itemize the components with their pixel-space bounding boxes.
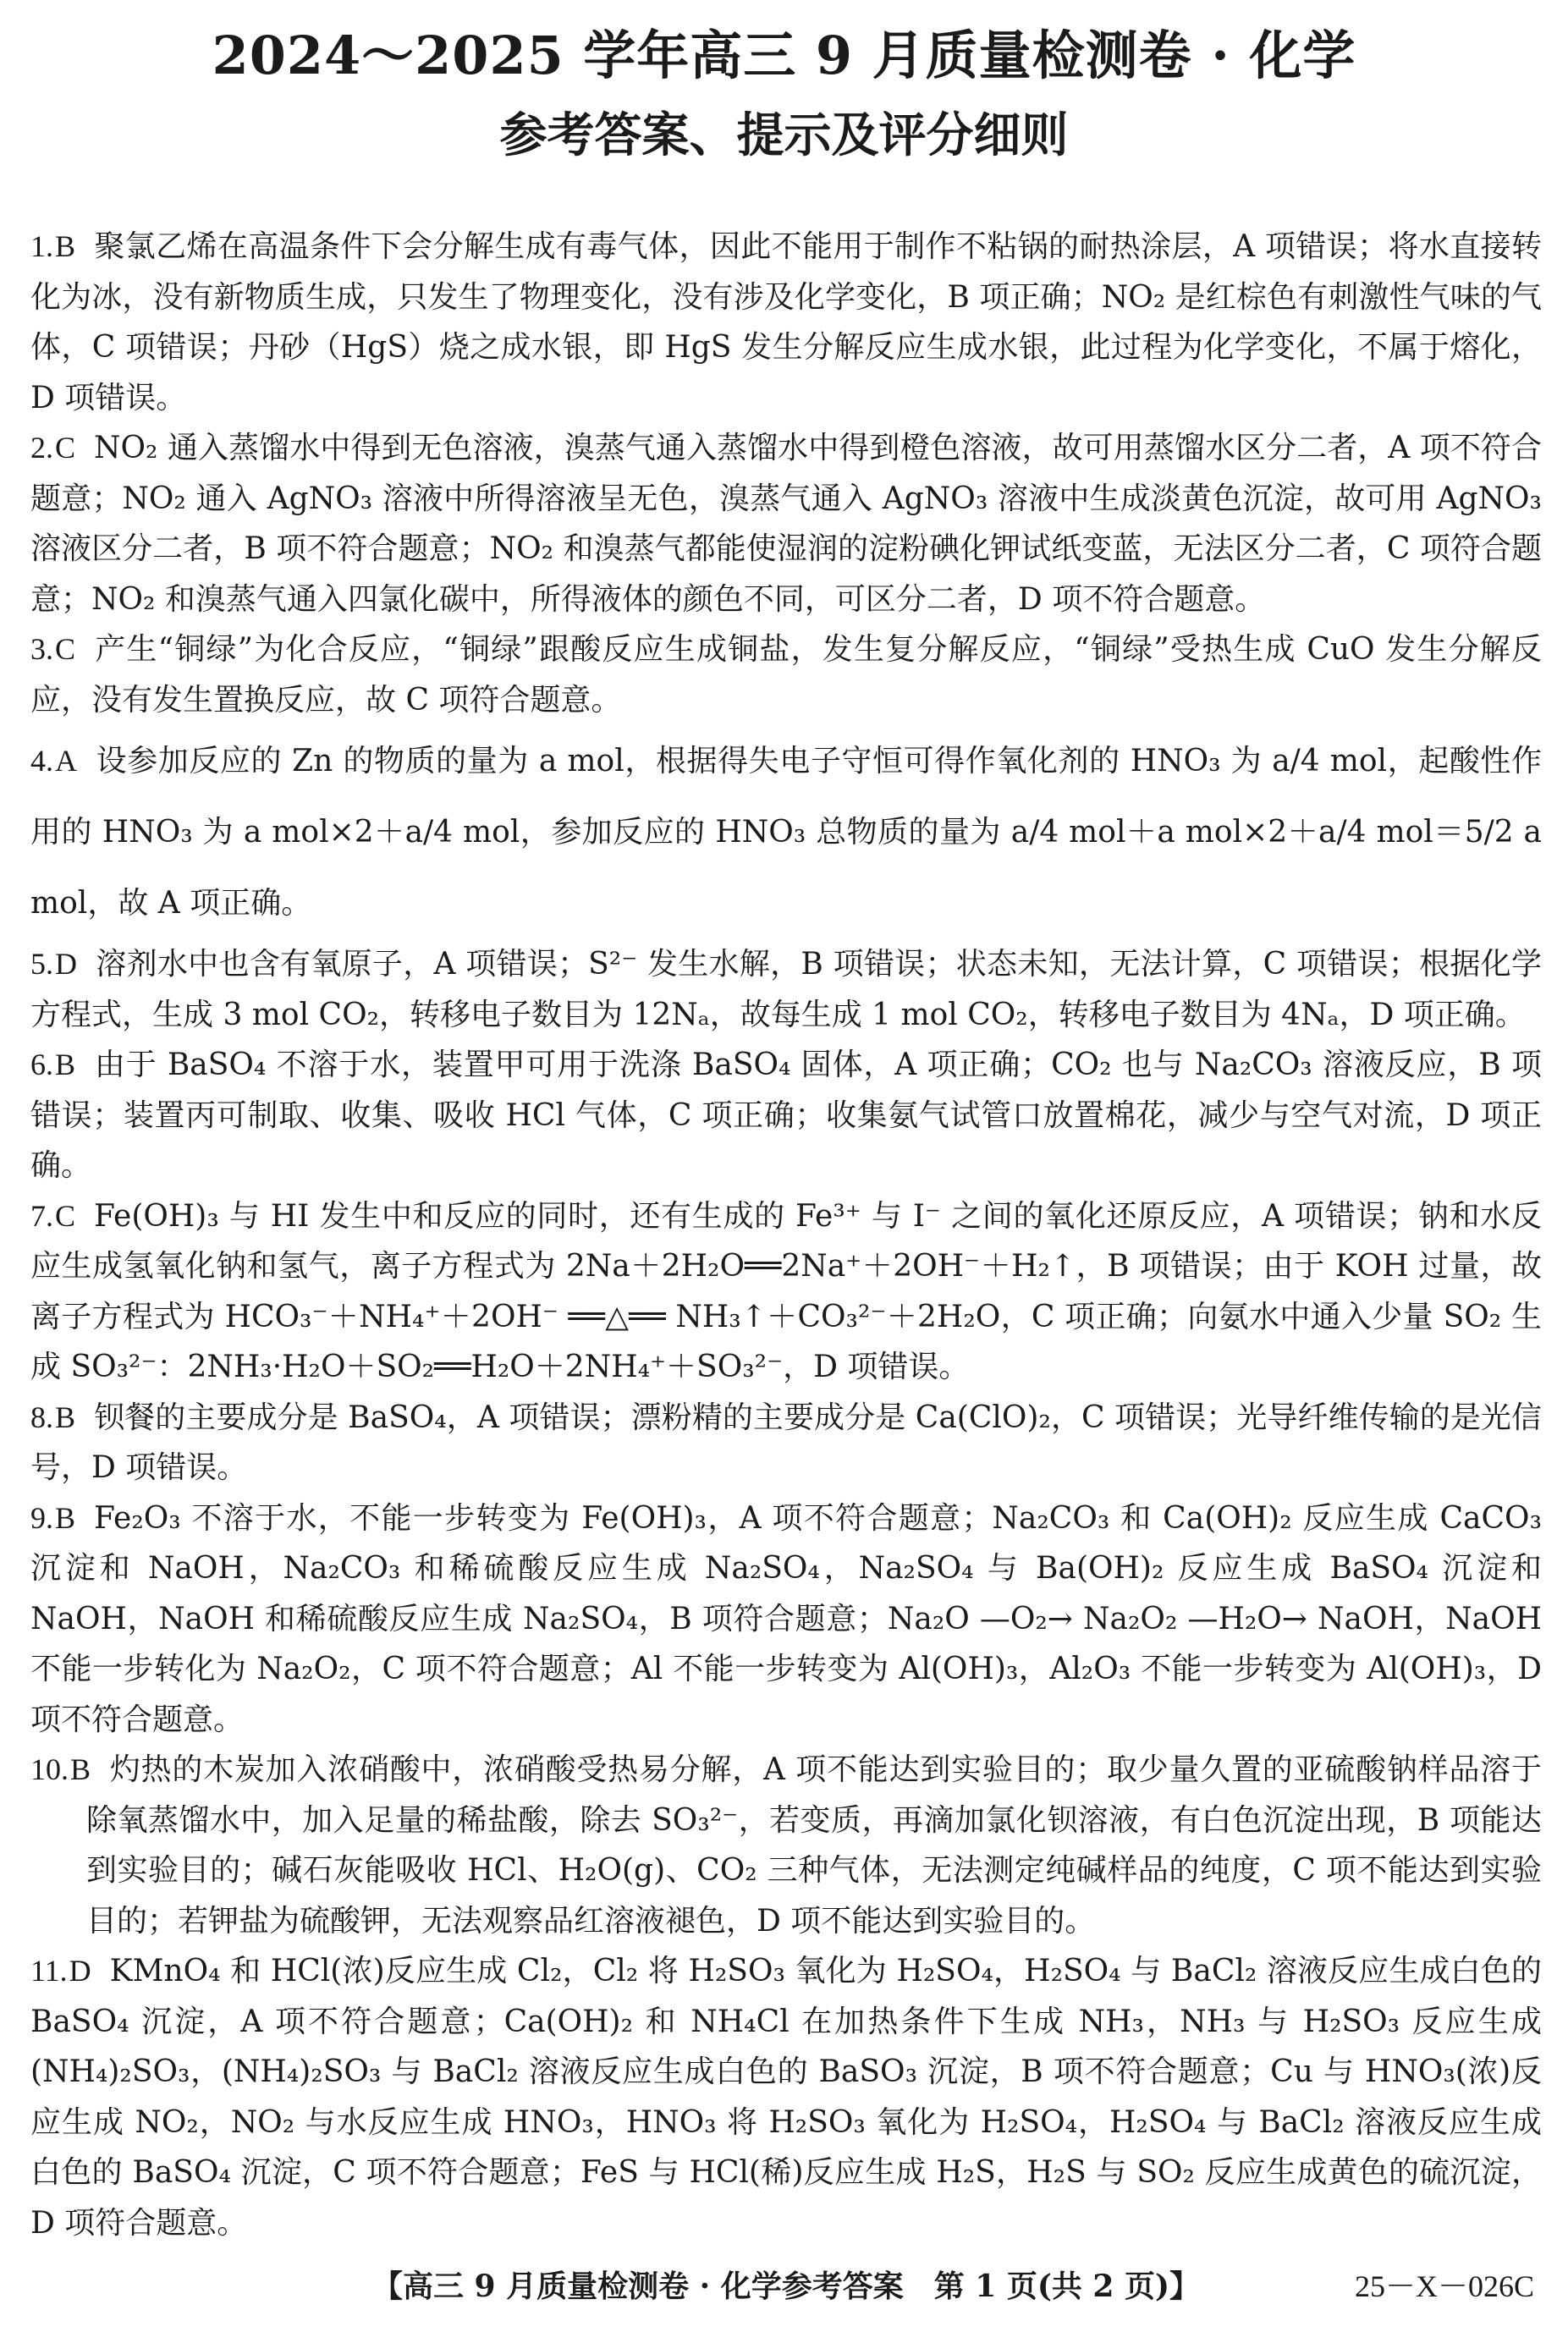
question-number: 11. [30, 1954, 68, 1988]
answer-explanation: Fe(OH)₃ 与 HI 发生中和反应的同时，还有生成的 Fe³⁺ 与 I⁻ 之间的氧化还原反应，A 项错误；钠和水反应生成氢氧化钠和氢气，离子方程式为 2Na＋2H₂O══2Na⁺＋2OH⁻＋H₂↑，B 项错误；由于 KOH 过量，故离子方程式为 HCO₃⁻＋NH₄⁺＋2OH⁻ ══△══ NH₃↑＋CO₃²⁻＋2H₂O，C 项正确；向氨水中通入少量 SO₂ 生成 SO₃²⁻：2NH₃·H₂O＋SO₂══H₂O＋2NH₄⁺＋SO₃²⁻，D 项错误。 [30, 1198, 1542, 1384]
question-number: 3. [30, 632, 53, 666]
answer-key: B [55, 1500, 76, 1535]
footer-page-label: 【高三 9 月质量检测卷 · 化学参考答案 第 1 页(共 2 页)】 [372, 2269, 1201, 2304]
question-number: 8. [30, 1400, 53, 1434]
answer-explanation: NO₂ 通入蒸馏水中得到无色溶液，溴蒸气通入蒸馏水中得到橙色溶液，故可用蒸馏水区分二者，A 项不符合题意；NO₂ 通入 AgNO₃ 溶液中所得溶液呈无色，溴蒸气通入 AgNO₃ 溶液中生成淡黄色沉淀，故可用 AgNO₃ 溶液区分二者，B 项不符合题意；NO₂ 和溴蒸气都能使湿润的淀粉碘化钾试纸变蓝，无法区分二者，C 项符合题意；NO₂ 和溴蒸气通入四氯化碳中，所得液体的颜色不同，可区分二者，D 项不符合题意。 [30, 431, 1542, 617]
answer-key: B [55, 1400, 76, 1434]
question-number: 1. [30, 229, 53, 263]
answer-key: D [69, 1954, 91, 1988]
answer-explanation: 由于 BaSO₄ 不溶于水，装置甲可用于洗涤 BaSO₄ 固体，A 项正确；CO₂ 也与 Na₂CO₃ 溶液反应，B 项错误；装置丙可制取、收集、吸收 HCl 气体，C 项正确；收集氨气试管口放置棉花，减少与空气对流，D 项正确。 [30, 1048, 1542, 1183]
question-number: 5. [30, 947, 53, 981]
footer-code: 25－X－026C [1354, 2269, 1534, 2303]
answer-item-1 [30, 222, 1542, 423]
answer-key: A [55, 744, 77, 778]
page-title: 2024～2025 学年高三 9 月质量检测卷 · 化学 [212, 25, 1356, 86]
answer-explanation: 钡餐的主要成分是 BaSO₄，A 项错误；漂粉精的主要成分是 Ca(ClO)₂，C 项错误；光导纤维传输的是光信号，D 项错误。 [30, 1400, 1542, 1485]
answer-key: B [55, 1048, 76, 1081]
question-number: 6. [30, 1048, 53, 1081]
answer-key: C [55, 431, 76, 465]
question-number: 10. [30, 1752, 69, 1786]
answer-key: B [70, 1752, 91, 1786]
question-number: 7. [30, 1198, 53, 1233]
answer-item-6 [30, 1040, 1542, 1191]
answer-explanation: Fe₂O₃ 不溶于水，不能一步转变为 Fe(OH)₃，A 项不符合题意；Na₂CO₃ 和 Ca(OH)₂ 反应生成 CaCO₃ 沉淀和 NaOH，Na₂CO₃ 和稀硫酸反应生成 Na₂SO₄，Na₂SO₄ 与 Ba(OH)₂ 反应生成 BaSO₄ 沉淀和 NaOH，NaOH 和稀硫酸反应生成 Na₂SO₄，B 项符合题意；Na₂O —O₂→ Na₂O₂ —H₂O→ NaOH，NaOH 不能一步转化为 Na₂O₂，C 项不符合题意；Al 不能一步转变为 Al(OH)₃，Al₂O₃ 不能一步转变为 Al(OH)₃，D 项不符合题意。 [30, 1500, 1542, 1737]
question-number: 9. [30, 1500, 53, 1535]
answer-item-11 [30, 1946, 1542, 2248]
answer-item-3 [30, 624, 1542, 725]
answer-explanation: 产生“铜绿”为化合反应，“铜绿”跟酸反应生成铜盐，发生复分解反应，“铜绿”受热生成 CuO 发生分解反应，没有发生置换反应，故 C 项符合题意。 [30, 632, 1542, 718]
answer-explanation: 溶剂水中也含有氧原子，A 项错误；S²⁻ 发生水解，B 项错误；状态未知，无法计算，C 项错误；根据化学方程式，生成 3 mol CO₂，转移电子数目为 12Nₐ，故每生成 1 mol CO₂，转移电子数目为 4Nₐ，D 项正确。 [30, 947, 1542, 1032]
answer-explanation: 设参加反应的 Zn 的物质的量为 a mol，根据得失电子守恒可得作氧化剂的 HNO₃ 为 a/4 mol，起酸性作用的 HNO₃ 为 a mol×2＋a/4 mol，参加反应的 HNO₃ 总物质的量为 a/4 mol＋a mol×2＋a/4 mol＝5/2 a mol，故 A 项正确。 [30, 744, 1542, 921]
page-subtitle: 参考答案、提示及评分细则 [499, 107, 1069, 163]
answer-explanation: KMnO₄ 和 HCl(浓)反应生成 Cl₂，Cl₂ 将 H₂SO₃ 氧化为 H₂SO₄，H₂SO₄ 与 BaCl₂ 溶液反应生成白色的 BaSO₄ 沉淀，A 项不符合题意；Ca(OH)₂ 和 NH₄Cl 在加热条件下生成 NH₃，NH₃ 与 H₂SO₃ 反应生成(NH₄)₂SO₃，(NH₄)₂SO₃ 与 BaCl₂ 溶液反应生成白色的 BaSO₃ 沉淀，B 项不符合题意；Cu 与 HNO₃(浓)反应生成 NO₂，NO₂ 与水反应生成 HNO₃，HNO₃ 将 H₂SO₃ 氧化为 H₂SO₄，H₂SO₄ 与 BaCl₂ 溶液反应生成白色的 BaSO₄ 沉淀，C 项不符合题意；FeS 与 HCl(稀)反应生成 H₂S，H₂S 与 SO₂ 反应生成黄色的硫沉淀，D 项符合题意。 [30, 1954, 1542, 2241]
answer-item-9 [30, 1493, 1542, 1746]
answer-item-10 [30, 1745, 1542, 1946]
answer-key: D [55, 947, 77, 981]
answer-item-8 [30, 1393, 1542, 1493]
question-number: 4. [30, 744, 53, 778]
answer-key: B [55, 229, 76, 263]
answer-item-5 [30, 939, 1542, 1040]
answer-key: C [55, 1198, 76, 1233]
question-number: 2. [30, 431, 53, 465]
page-footer [0, 2261, 1568, 2312]
answer-explanation: 灼热的木炭加入浓硝酸中，浓硝酸受热易分解，A 项不能达到实验目的；取少量久置的亚硫酸钠样品溶于除氧蒸馏水中，加入足量的稀盐酸，除去 SO₃²⁻，若变质，再滴加氯化钡溶液，有白色沉淀出现，B 项能达到实验目的；碱石灰能吸收 HCl、H₂O(g)、CO₂ 三种气体，无法测定纯碱样品的纯度，C 项不能达到实验目的；若钾盐为硫酸钾，无法观察品红溶液褪色，D 项不能达到实验目的。 [86, 1752, 1542, 1939]
answer-explanation: 聚氯乙烯在高温条件下会分解生成有毒气体，因此不能用于制作不粘锅的耐热涂层，A 项错误；将水直接转化为冰，没有新物质生成，只发生了物理变化，没有涉及化学变化，B 项正确；NO₂ 是红棕色有刺激性气味的气体，C 项错误；丹砂（HgS）烧之成水银，即 HgS 发生分解反应生成水银，此过程为化学变化，不属于熔化，D 项错误。 [30, 229, 1542, 415]
answer-list [30, 222, 1542, 2248]
answer-item-7 [30, 1191, 1542, 1393]
answer-item-2 [30, 423, 1542, 624]
answer-item-4 [30, 725, 1542, 939]
answer-key: C [55, 632, 76, 666]
